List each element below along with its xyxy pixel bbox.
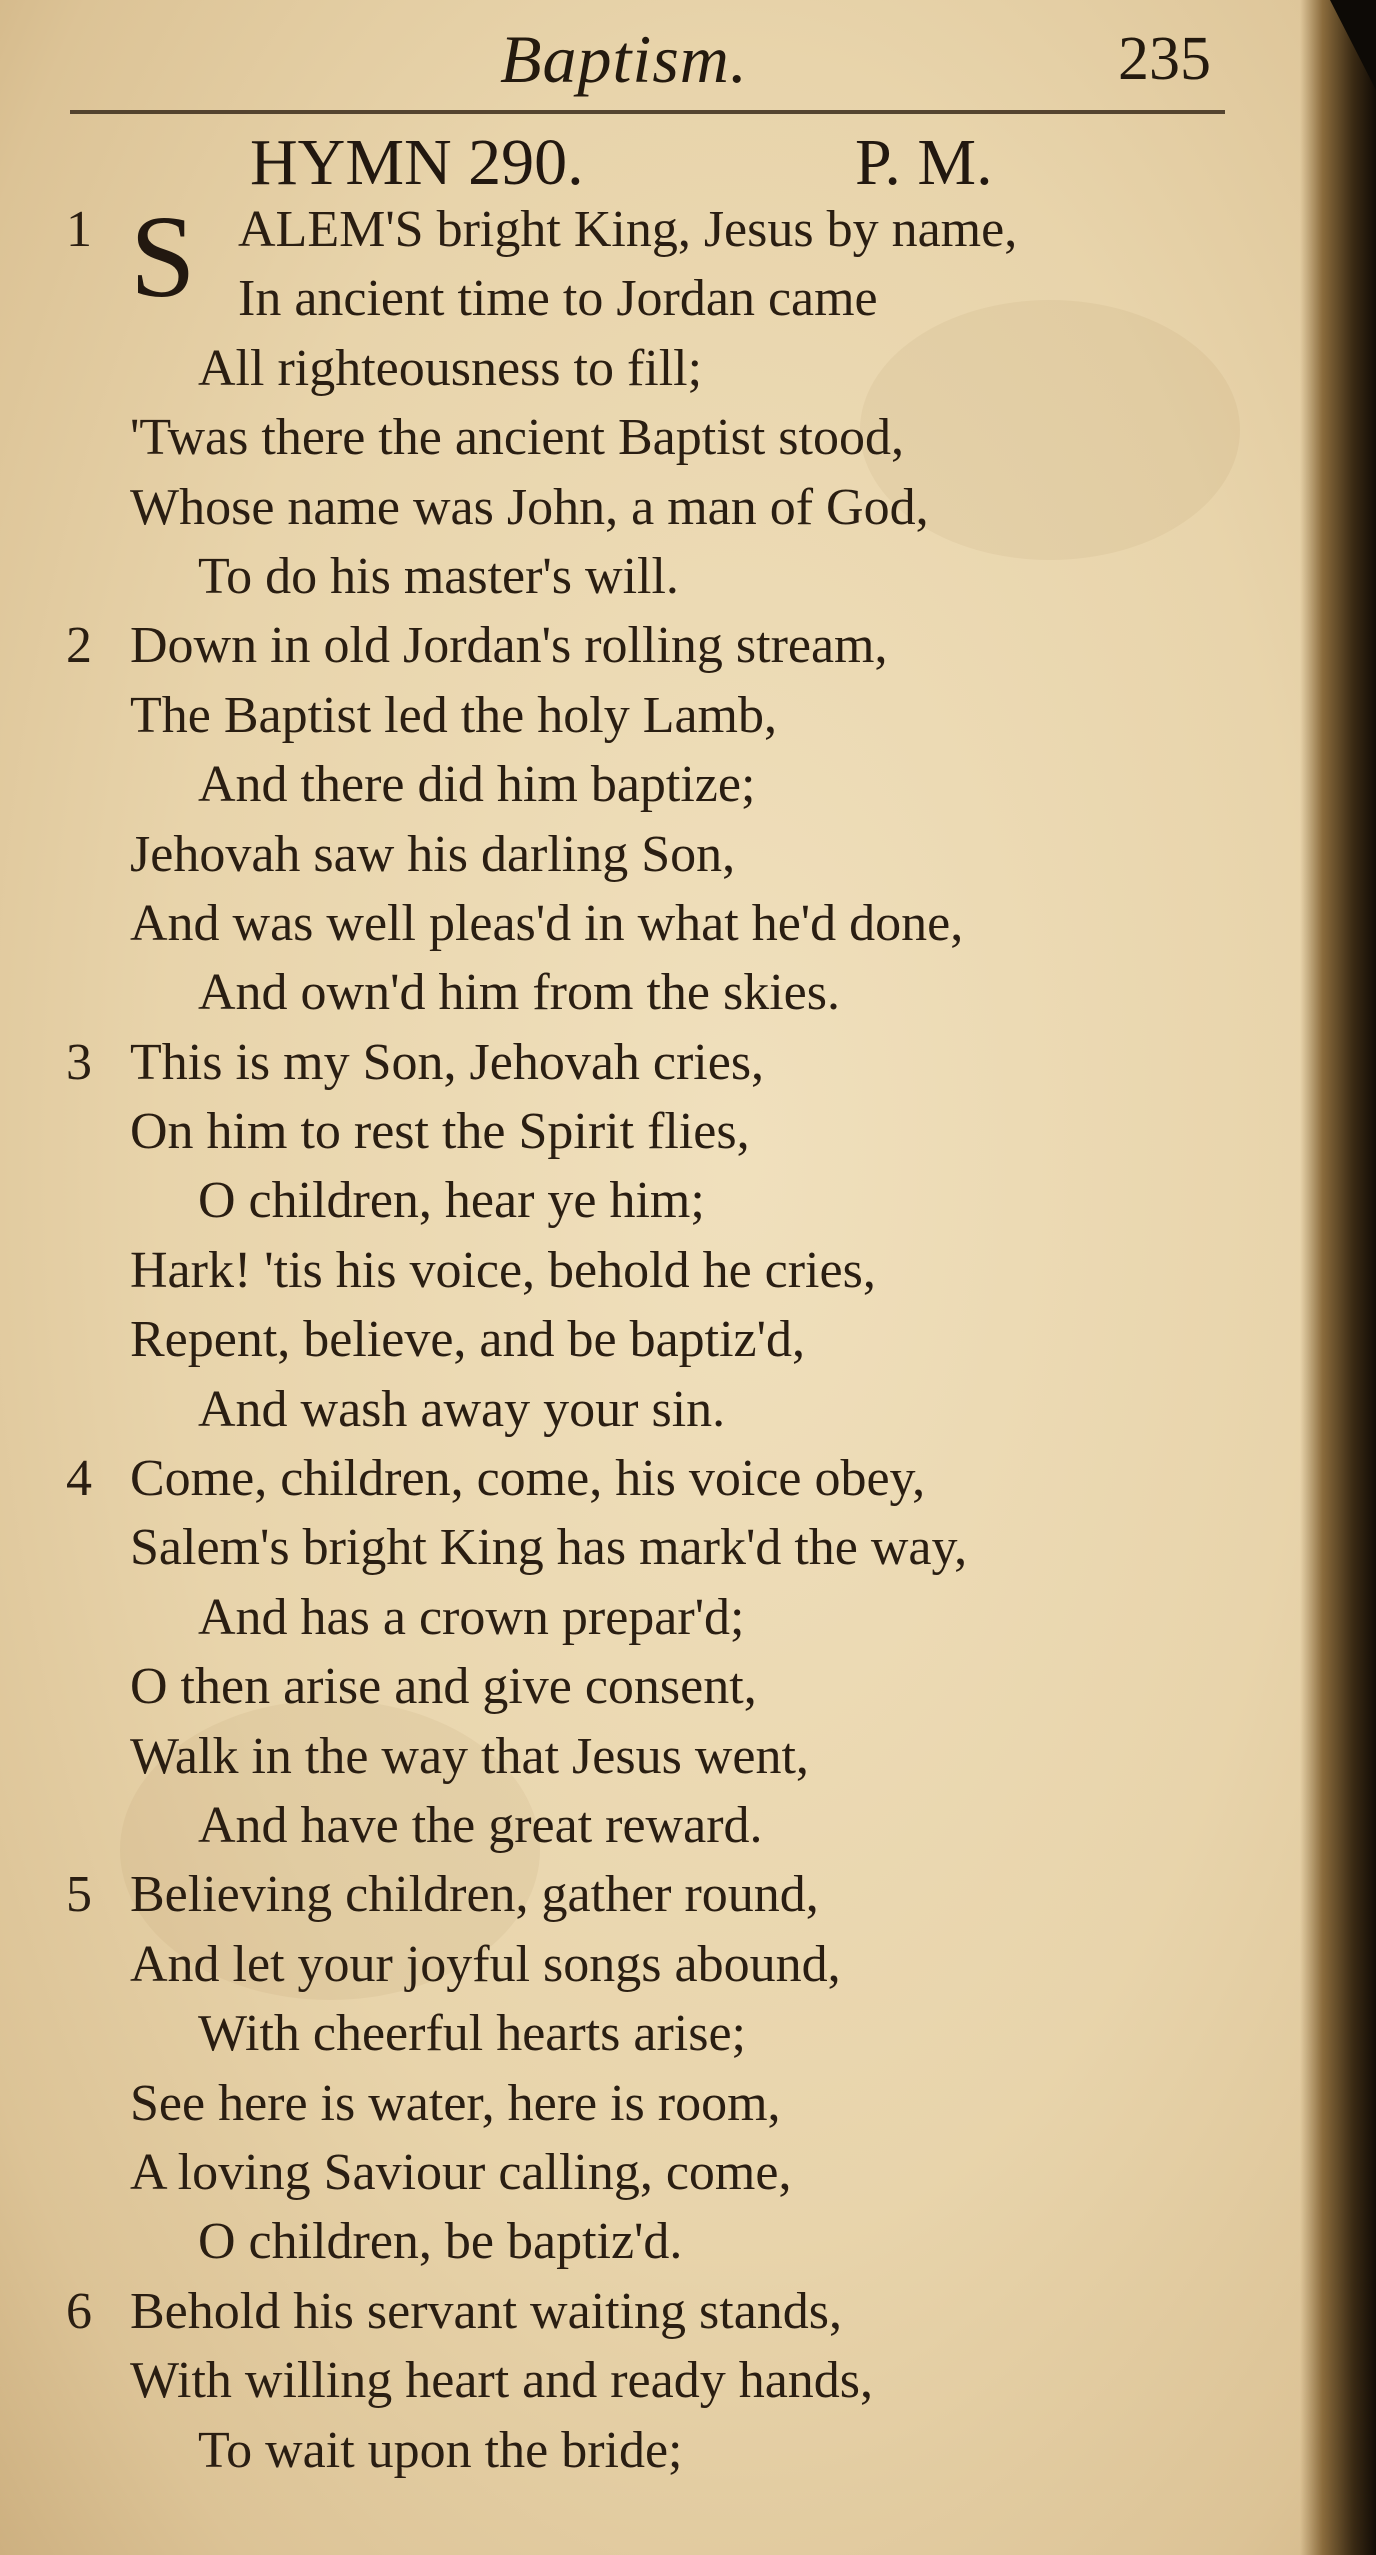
line-text: To wait upon the bride; (198, 2421, 683, 2479)
line-text: O children, hear ye him; (198, 1172, 705, 1230)
page-edge-shadow (1300, 0, 1376, 2555)
hymn-line (0, 1513, 1300, 1582)
hymn-line (0, 473, 1300, 542)
drop-cap: S (130, 191, 196, 322)
hymn-line (0, 2069, 1300, 2138)
hymn-line (0, 2346, 1300, 2415)
hymn-line (0, 820, 1300, 889)
page-number: 235 (1118, 25, 1211, 93)
line-text: Salem's bright King has mark'd the way, (130, 1519, 968, 1577)
line-text: And own'd him from the skies. (198, 964, 840, 1022)
hymn-line (0, 1375, 1300, 1444)
hymn-line (0, 2138, 1300, 2207)
hymn-line (0, 2416, 1300, 2485)
line-text: And there did him baptize; (198, 756, 756, 814)
line-text: This is my Son, Jehovah cries, (130, 1033, 765, 1091)
hymn-line (0, 1722, 1300, 1791)
line-text: With cheerful hearts arise; (198, 2005, 746, 2063)
hymn-line (0, 681, 1300, 750)
header-rule (70, 110, 1225, 114)
line-text: All righteousness to fill; (198, 339, 703, 397)
verse-number: 4 (66, 1450, 92, 1508)
line-text: Come, children, come, his voice obey, (130, 1450, 926, 1508)
line-text: Whose name was John, a man of God, (130, 478, 929, 536)
hymn-line (0, 2207, 1300, 2276)
line-text: The Baptist led the holy Lamb, (130, 686, 777, 744)
line-text: And was well pleas'd in what he'd done, (130, 894, 964, 952)
line-text: Jehovah saw his darling Son, (130, 825, 736, 883)
line-text: Walk in the way that Jesus went, (130, 1727, 809, 1785)
hymn-title: HYMN 290. (250, 126, 584, 199)
verse-number: 1 (66, 201, 92, 258)
line-text: O children, be baptiz'd. (198, 2213, 683, 2271)
line-text: And has a crown prepar'd; (198, 1588, 745, 1646)
line-text: And let your joyful songs abound, (130, 1935, 841, 1993)
line-text: ALEM'S bright King, Jesus by name, (238, 201, 1018, 258)
line-text: With willing heart and ready hands, (130, 2352, 874, 2410)
line-text: A loving Saviour calling, come, (130, 2143, 792, 2201)
line-text: Down in old Jordan's rolling stream, (130, 617, 888, 675)
hymn-line (0, 1999, 1300, 2068)
line-text: Hark! 'tis his voice, behold he cries, (130, 1241, 876, 1299)
line-text: Repent, believe, and be baptiz'd, (130, 1311, 806, 1369)
line-text: On him to rest the Spirit flies, (130, 1103, 750, 1161)
hymn-line (0, 542, 1300, 611)
hymn-verses (0, 191, 1300, 2485)
line-text: O then arise and give consent, (130, 1658, 757, 1716)
hymn-line (0, 403, 1300, 472)
hymn-line (0, 889, 1300, 958)
hymn-line (0, 1097, 1300, 1166)
verse-number: 3 (66, 1033, 92, 1091)
line-text: Believing children, gather round, (130, 1866, 819, 1924)
line-text: And have the great reward. (198, 1796, 763, 1854)
hymn-line (0, 264, 1300, 333)
hymn-line (0, 958, 1300, 1027)
hymn-line (0, 750, 1300, 819)
line-text: See here is water, here is room, (130, 2074, 781, 2132)
hymn-line (0, 1860, 1300, 1929)
hymn-line (0, 1930, 1300, 1999)
hymn-line (0, 2277, 1300, 2346)
verse-number: 5 (66, 1866, 92, 1924)
hymn-line (0, 1652, 1300, 1721)
hymn-line (0, 1166, 1300, 1235)
hymn-line (0, 1791, 1300, 1860)
verse-number: 2 (66, 617, 92, 675)
line-text: 'Twas there the ancient Baptist stood, (130, 409, 904, 467)
line-text: And wash away your sin. (198, 1380, 726, 1438)
hymn-line (0, 1444, 1300, 1513)
hymn-line (0, 1028, 1300, 1097)
hymn-line (0, 334, 1300, 403)
hymn-header (250, 125, 1150, 201)
hymn-meter: P. M. (855, 126, 993, 199)
line-text: Behold his servant waiting stands, (130, 2282, 843, 2340)
running-head: Baptism. (500, 21, 748, 97)
line-text: To do his master's will. (198, 547, 679, 605)
hymn-line (0, 1305, 1300, 1374)
hymn-line (0, 1583, 1300, 1652)
verse-number: 6 (66, 2282, 92, 2340)
hymn-line (0, 1236, 1300, 1305)
hymn-line (0, 195, 1300, 264)
line-text: In ancient time to Jordan came (238, 270, 878, 328)
hymn-line (0, 611, 1300, 680)
